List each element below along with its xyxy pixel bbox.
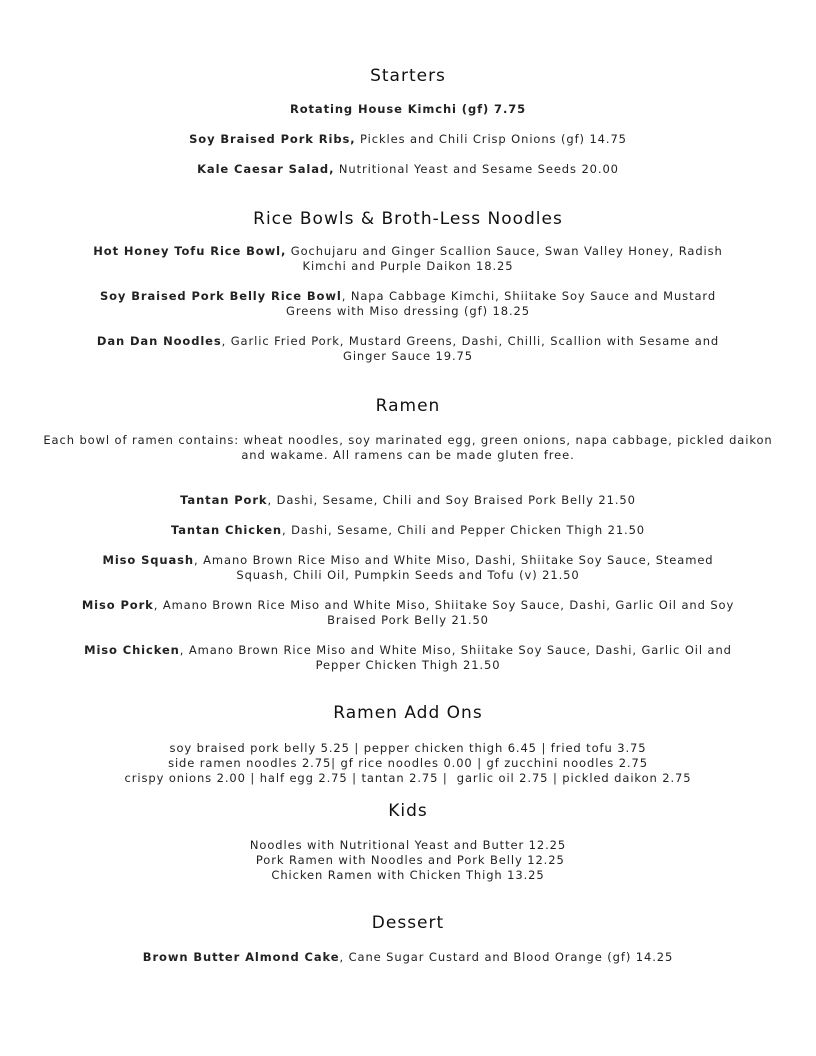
starters-heading: Starters: [370, 66, 446, 86]
menu-item: [80, 598, 736, 628]
item-description: , Garlic Fried Pork, Mustard Greens, Dashi, Chilli, Scallion with Sesame and Ginger Sauce 19.75: [221, 334, 720, 363]
kids-line: Pork Ramen with Noodles and Pork Belly 12.25: [251, 853, 565, 867]
item-name: Rotating House Kimchi (gf) 7.75: [289, 102, 527, 116]
menu-item: [80, 643, 736, 673]
item-name: Kale Caesar Salad,: [197, 162, 335, 176]
item-description: , Cane Sugar Custard and Blood Orange (gf) 14.25: [339, 950, 674, 964]
item-description: , Napa Cabbage Kimchi, Shiitake Soy Sauce and Mustard Greens with Miso dressing (gf) 18.25: [286, 289, 717, 318]
menu-item: [80, 493, 736, 508]
menu-item: [60, 132, 756, 147]
item-name: Soy Braised Pork Belly Rice Bowl: [99, 289, 342, 303]
item-description: Gochujaru and Ginger Scallion Sauce, Swan Valley Honey, Radish Kimchi and Purple Daikon 18.25: [286, 244, 723, 273]
item-name: Brown Butter Almond Cake: [142, 950, 340, 964]
rice-bowls-heading: Rice Bowls & Broth-Less Noodles: [253, 209, 563, 229]
menu-item: [60, 102, 756, 117]
kids-line: Noodles with Nutritional Yeast and Butter 12.25: [249, 838, 567, 852]
dessert-heading: Dessert: [371, 913, 445, 933]
menu-item: [80, 244, 736, 274]
ramen-heading: Ramen: [375, 396, 441, 416]
kids-line: Chicken Ramen with Chicken Thigh 13.25: [271, 868, 545, 882]
item-description: Pickles and Chili Crisp Onions (gf) 14.75: [355, 132, 627, 146]
ramen-intro: Each bowl of ramen contains: wheat noodles, soy marinated egg, green onions, napa cabbage, pickled daikon and wakame. All ramens can be made gluten free.: [43, 433, 773, 462]
item-name: Soy Braised Pork Ribs,: [189, 132, 356, 146]
add-ons-line: side ramen noodles 2.75| gf rice noodles 0.00 | gf zucchini noodles 2.75: [168, 756, 648, 770]
item-description: , Dashi, Sesame, Chili and Soy Braised Pork Belly 21.50: [267, 493, 636, 507]
menu-item: [60, 950, 756, 965]
kids-heading: Kids: [388, 801, 428, 821]
item-name: Miso Squash: [102, 553, 195, 567]
item-name: Tantan Pork: [180, 493, 268, 507]
item-description: , Amano Brown Rice Miso and White Miso, Shiitake Soy Sauce, Dashi, Garlic Oil and Soy Braised Pork Belly 21.50: [153, 598, 735, 627]
item-description: , Amano Brown Rice Miso and White Miso, Dashi, Shiitake Soy Sauce, Steamed Squash, Chili Oil, Pumpkin Seeds and Tofu (v) 21.50: [194, 553, 714, 582]
menu-item: [80, 553, 736, 583]
item-name: Hot Honey Tofu Rice Bowl,: [93, 244, 287, 258]
menu-item: [80, 334, 736, 364]
item-description: Nutritional Yeast and Sesame Seeds 20.00: [334, 162, 619, 176]
menu-item: [80, 523, 736, 538]
item-name: Dan Dan Noodles: [96, 334, 222, 348]
item-description: , Dashi, Sesame, Chili and Pepper Chicken Thigh 21.50: [282, 523, 646, 537]
item-name: Miso Pork: [81, 598, 154, 612]
add-ons-heading: Ramen Add Ons: [333, 703, 483, 723]
add-ons-line: crispy onions 2.00 | half egg 2.75 | tantan 2.75 | garlic oil 2.75 | pickled daikon 2.75: [124, 771, 692, 785]
add-ons-line: soy braised pork belly 5.25 | pepper chicken thigh 6.45 | fried tofu 3.75: [169, 741, 647, 755]
item-description: , Amano Brown Rice Miso and White Miso, Shiitake Soy Sauce, Dashi, Garlic Oil and Pepper Chicken Thigh 21.50: [179, 643, 732, 672]
menu-item: [60, 162, 756, 177]
item-name: Miso Chicken: [84, 643, 180, 657]
item-name: Tantan Chicken: [170, 523, 283, 537]
menu-item: [80, 289, 736, 319]
